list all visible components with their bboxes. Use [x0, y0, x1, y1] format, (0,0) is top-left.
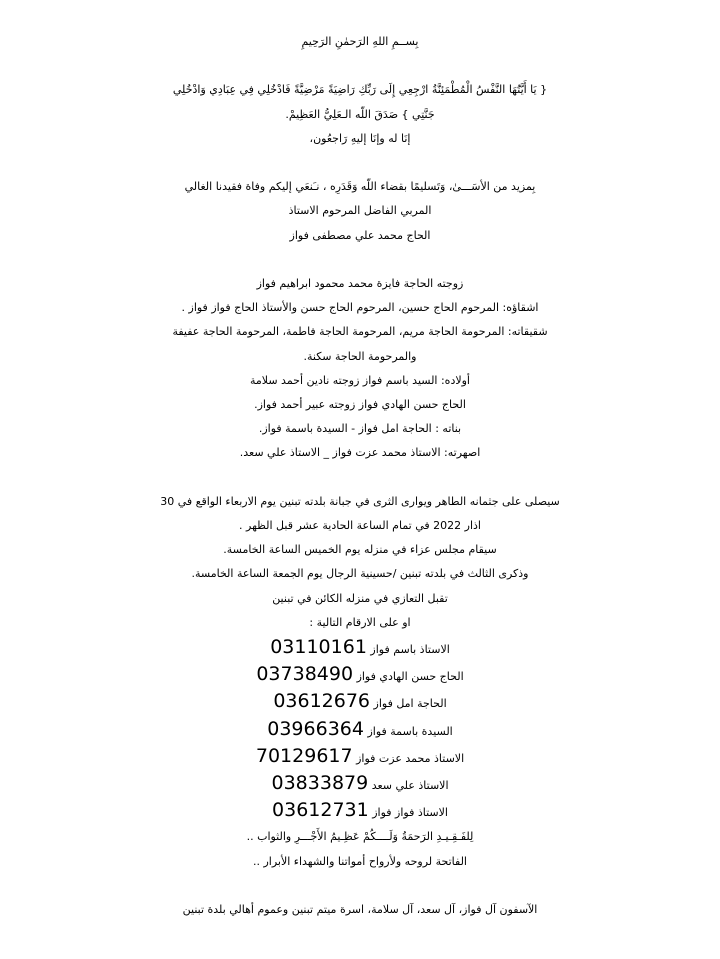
contact-entry [0, 744, 720, 771]
spacer [0, 248, 720, 272]
contact-name: الاستاذ باسم فواز [370, 643, 450, 657]
contact-phone: 03833879 [271, 772, 369, 795]
funeral-line-1: سيصلى على جثمانه الطاهر ويوارى الثرى في جبانة بلدته تبنين يوم الاربعاء الواقع في 30 [160, 494, 560, 508]
contact-name: الاستاذ فواز فواز [372, 806, 448, 820]
contact-entry [0, 798, 720, 825]
contact-phone: 03110161 [270, 636, 367, 659]
reward-line: لِلفَـقِـيـدِ الرَحمَةُ وَلَــــكُمْ عَظِـيمُ الأَجْـــرِ والثواب .. [246, 830, 474, 844]
inna-lillah-line: إنَا له وإنَا إليهِ رَاجعُون، [309, 131, 411, 145]
daughters-line: بناته : الحاجة امل فواز - السيدة باسمة فواز. [258, 422, 462, 436]
basmala: بِســمِ اللهِ الرَحمٰنِ الرَحِيمِ [301, 35, 419, 48]
sisters-line-2: والمرحومة الحاجة سكنة. [303, 349, 417, 363]
contact-name: الحاج حسن الهادي فواز [356, 670, 464, 684]
sons-line-1: أولاده: السيد باسم فواز زوجته نادين أحمد سلامة [249, 373, 470, 387]
contact-phone: 03966364 [267, 717, 364, 740]
contact-entry [0, 689, 720, 716]
contact-list [0, 635, 720, 825]
death-announcement: بِمزيد من الأسَـــىٰ، وَتَسليمًا بقضاء اللّه وَقَدَرِه ، نـَنعَي إليكم وفاة فقيدنا الغالي [184, 180, 536, 194]
condolences-line: تقبل التعازي في منزله الكائن في تبنين [272, 591, 448, 605]
spacer [0, 151, 720, 175]
spacer [0, 466, 720, 490]
contact-name: الحاجة امل فواز [373, 697, 447, 711]
obituary-notice [0, 30, 720, 922]
deceased-name: الحاج محمد علي مصطفى فواز [289, 228, 431, 242]
contact-phone: 70129617 [255, 744, 353, 767]
sons-in-law-line: اصهرته: الاستاذ محمد عزت فواز _ الاستاذ علي سعد. [239, 446, 481, 460]
quran-verse-line-2: جَنَّتِي } صَدَقَ اللّه الـعَلِيُّ العَظِيمْ. [285, 107, 435, 121]
fatiha-line: الفاتحة لروحه ولأرواح أمواتنا والشهداء الأبرار .. [252, 854, 467, 868]
contact-name: الاستاذ علي سعد [371, 779, 449, 793]
contact-entry [0, 717, 720, 744]
wife-line: زوجته الحاجة فايزة محمد محمود ابراهيم فواز [256, 276, 464, 290]
contact-name: السيدة باسمة فواز [367, 724, 453, 738]
wake-line: سيقام مجلس عزاء في منزله يوم الخميس الساعة الخامسة. [223, 543, 497, 557]
contact-phone: 03612676 [273, 690, 371, 713]
numbers-intro: او على الارقام التالية : [309, 615, 411, 629]
deceased-title: المربي الفاضل المرحوم الاستاذ [288, 204, 432, 218]
spacer [0, 54, 720, 78]
sisters-line-1: شقيقاته: المرحومة الحاجة مريم، المرحومة الحاجة فاطمة، المرحومة الحاجة عفيفة [172, 325, 548, 339]
contact-name: الاستاذ محمد عزت فواز [356, 751, 465, 765]
quran-verse-line-1: { يَا أَيَّتُهَا النَّفْسُ الْمُطْمَئِنَّةُ ارْجِعِي إِلَى رَبِّكِ رَاضِيَةً مَرْضِيَّةً فَادْخُلِي فِي عِبَادِي وَادْخُلِي [172, 83, 548, 97]
mourners-line: الآسفون آل فواز، آل سعد، آل سلامة، اسرة ميتم تبنين وعموم أهالي بلدة تبنين [182, 903, 538, 917]
contact-entry [0, 635, 720, 662]
sons-line-2: الحاج حسن الهادي فواز زوجته عبير أحمد فواز. [254, 398, 466, 411]
third-day-line: وذكرى الثالث في بلدته تبنين /حسينية الرجال يوم الجمعة الساعة الخامسة. [191, 567, 529, 581]
contact-phone: 03738490 [256, 663, 354, 686]
contact-entry [0, 771, 720, 798]
contact-phone: 03612731 [272, 799, 369, 822]
contact-entry [0, 662, 720, 689]
spacer [0, 874, 720, 898]
funeral-line-2: اذار 2022 في تمام الساعة الحادية عشر قبل الظهر . [239, 519, 481, 532]
brothers-line: اشقاؤه: المرحوم الحاج حسين، المرحوم الحاج حسن والأستاذ الحاج فواز فواز . [181, 301, 539, 315]
